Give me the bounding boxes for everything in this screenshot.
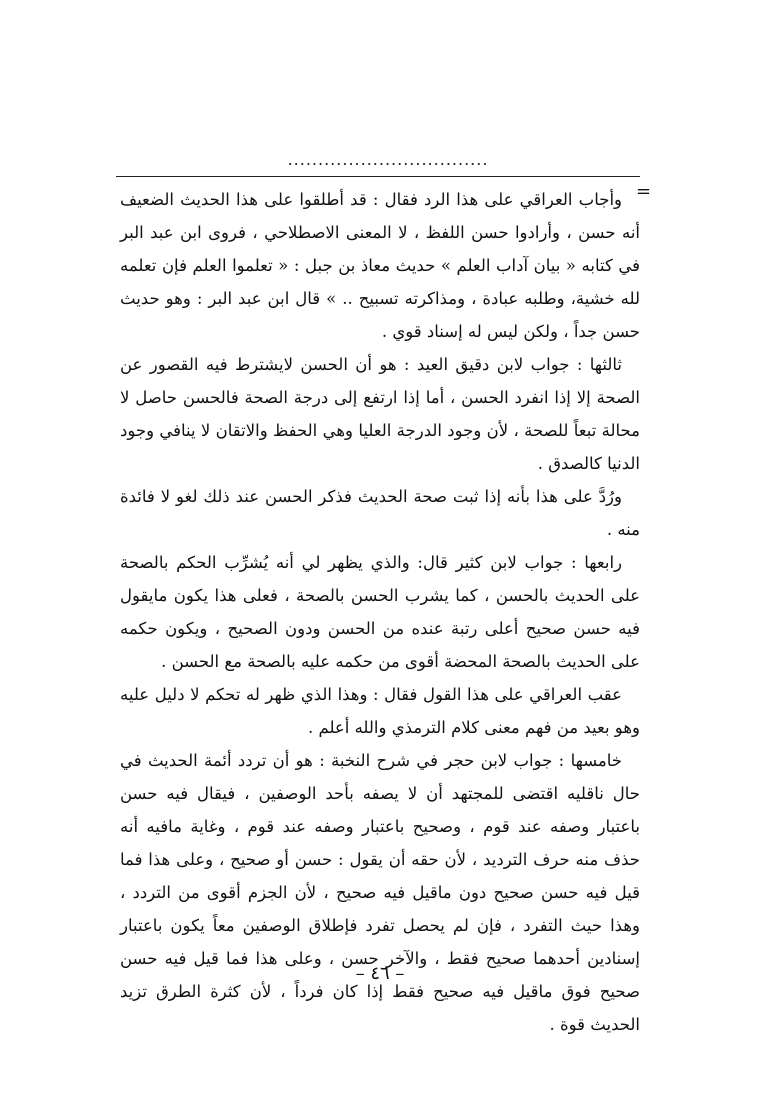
- footnote-rule: [116, 176, 640, 177]
- paragraph-fourth-answer: رابعها : جواب لابن كثير قال: والذي يظهر لي أنه يُشرِّب الحكم بالصحة على الحديث بالحسن ، كما يشرب الحسن بالصحة ، فعلى هذا يكون مايقول فيه حسن صحيح أعلى رتبة عنده من الحسن ودون الصحيح ، ويكون حكمه على الحديث بالصحة المحضة أقوى من حكمه عليه بالصحة مع الحسن .: [120, 553, 640, 671]
- page-number: – ٤٦ –: [355, 963, 405, 984]
- paragraph-fifth-answer: خامسها : جواب لابن حجر في شرح النخبة : هو أن تردد أئمة الحديث في حال ناقليه اقتضى للمجتهد أن لا يصفه بأحد الوصفين ، فيقال فيه حسن باعتبار وصفه عند قوم ، وصحيح باعتبار وصفه عند قوم ، وغاية مافيه أنه حذف منه حرف الترديد ، لأن حقه أن يقول : حسن أو صحيح ، وعلى هذا فما قيل فيه حسن صحيح دون ماقيل فيه صحيح ، لأن الجزم أقوى من التردد ، وهذا حيث التفرد ، فإن لم يحصل تفرد فإطلاق الوصفين معاً يكون باعتبار إسنادين أحدهما صحيح فقط ، والآخر حسن ، وعلى هذا فما قيل فيه حسن صحيح فوق ماقيل فيه صحيح فقط إذا كان فرداً ، لأن كثرة الطرق تزيد الحديث قوة .: [120, 751, 640, 1034]
- paragraph-iraqi-reply: وأجاب العراقي على هذا الرد فقال : قد أطلقوا على هذا الحديث الضعيف أنه حسن ، وأرادوا حسن اللفظ ، لا المعنى الاصطلاحي ، فروى ابن عبد البر في كتابه « بيان آداب العلم » حديث معاذ بن جبل : « تعلموا العلم فإن تعلمه لله خشية، وطلبه عبادة ، ومذاكرته تسبيح .. » قال ابن عبد البر : وهو حديث حسن جداً ، ولكن ليس له إسناد قوي .: [120, 190, 640, 341]
- body-text: [120, 183, 640, 1041]
- header-dots: .................................: [287, 150, 489, 169]
- continuation-mark: =: [636, 181, 652, 202]
- paragraph-rebuttal: ورُدَّ على هذا بأنه إذا ثبت صحة الحديث فذكر الحسن عند ذلك لغو لا فائدة منه .: [120, 487, 640, 539]
- paragraph-iraqi-comment: عقب العراقي على هذا القول فقال : وهذا الذي ظهر له تحكم لا دليل عليه وهو بعيد من فهم معنى كلام الترمذي والله أعلم .: [120, 685, 640, 737]
- paragraph-third-answer: ثالثها : جواب لابن دقيق العيد : هو أن الحسن لايشترط فيه القصور عن الصحة إلا إذا انفرد الحسن ، أما إذا ارتفع إلى درجة الصحة فالحسن حاصل لا محالة تبعاً للصحة ، لأن وجود الدرجة العليا وهي الحفظ والاتقان لا ينافي وجود الدنيا كالصدق .: [120, 355, 640, 473]
